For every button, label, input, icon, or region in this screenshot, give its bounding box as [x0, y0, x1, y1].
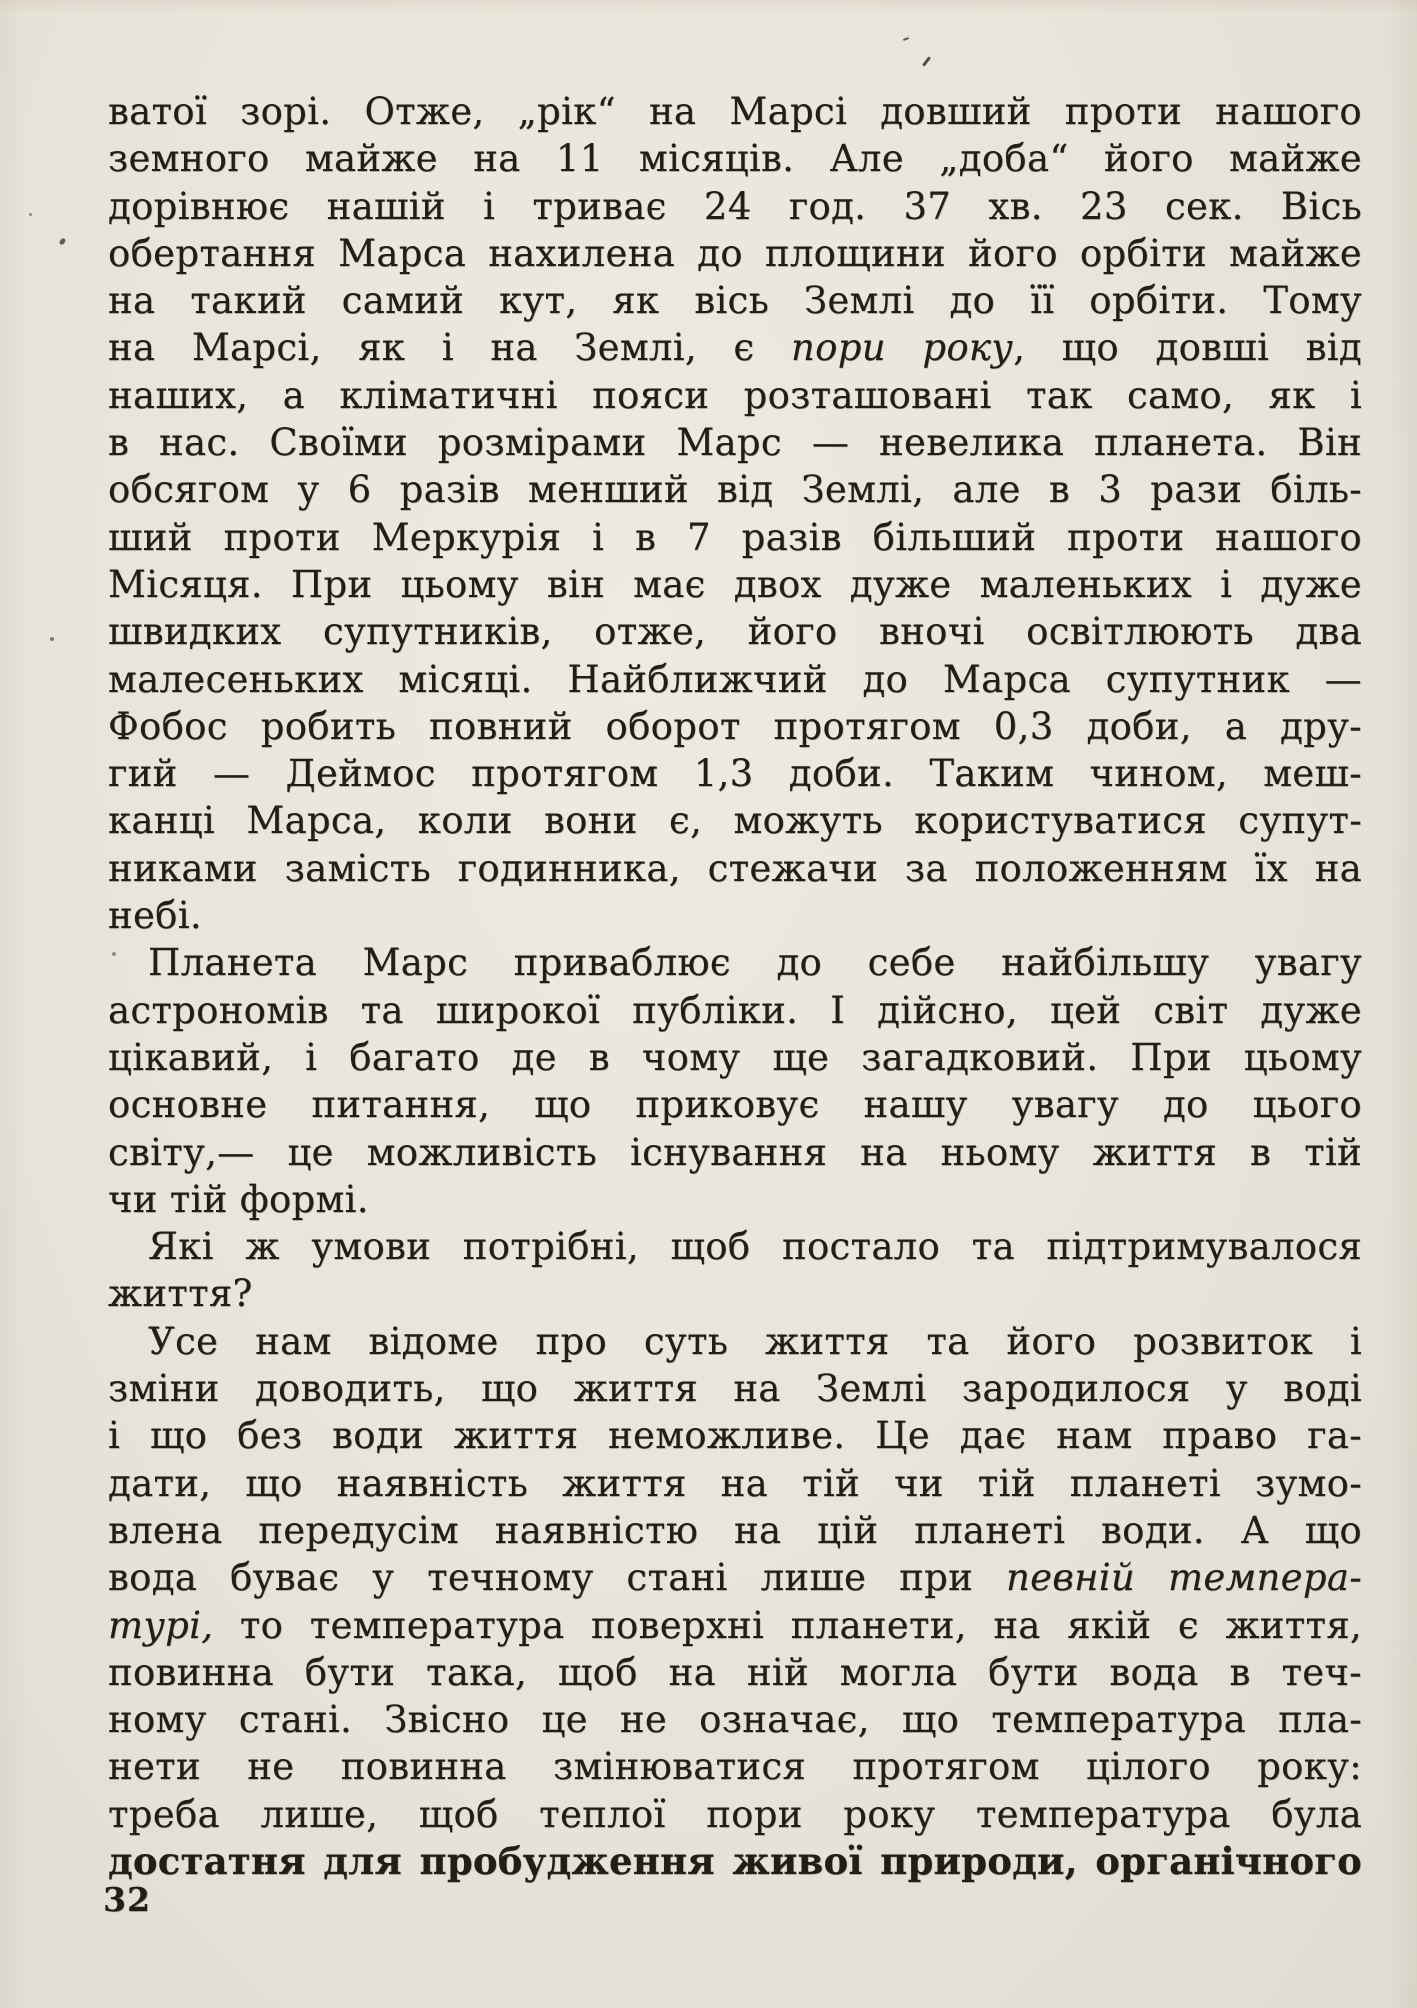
- text-segment: треба лише, щоб теплої пори року температура була: [108, 1792, 1362, 1836]
- text-line: [108, 1696, 1362, 1743]
- text-segment: вода буває у течному стані лише при: [108, 1556, 1006, 1600]
- text-segment: обсягом у 6 разів менший від Землі, але в 3 рази біль-: [108, 468, 1362, 512]
- text-line: [108, 939, 1362, 986]
- text-segment: світу,— це можливість існування на ньому життя в тій: [108, 1130, 1362, 1174]
- text-line: [108, 892, 1362, 939]
- text-segment: гий — Деймос протягом 1,3 доби. Таким чином, меш-: [108, 752, 1362, 796]
- text-line: [108, 1602, 1362, 1649]
- text-segment: цікавий, і багато де в чому ще загадковий. При цьому: [108, 1035, 1362, 1079]
- text-line: [108, 1554, 1362, 1601]
- italic-text: певній темпера-: [1005, 1556, 1363, 1600]
- text-segment: то температура поверхні планети, на якій є життя,: [213, 1603, 1362, 1647]
- text-segment: никами замість годинника, стежачи за положенням їх на: [108, 846, 1362, 890]
- text-line: [108, 230, 1362, 277]
- scan-speck: [922, 56, 931, 67]
- text-segment: Планета Марс приваблює до себе найбільшу увагу: [148, 941, 1362, 985]
- text-segment: влена передусім наявністю на цій планеті води. А що: [108, 1508, 1362, 1552]
- text-segment: основне питання, що приковує нашу увагу до цього: [108, 1083, 1362, 1127]
- text-line: [108, 1365, 1362, 1412]
- italic-text: турі,: [108, 1603, 214, 1647]
- text-line: [108, 1791, 1362, 1838]
- page-number: 32: [103, 1880, 151, 1919]
- text-segment: земного майже на 11 місяців. Але „доба“ його майже: [108, 137, 1362, 181]
- text-line: [108, 797, 1362, 844]
- text-segment: в нас. Своїми розмірами Марс — невелика планета. Він: [108, 421, 1362, 465]
- italic-text: пори року: [791, 326, 1014, 370]
- text-line: [108, 324, 1362, 371]
- text-line: [108, 750, 1362, 797]
- text-line: [108, 561, 1362, 608]
- text-line: [108, 277, 1362, 324]
- text-line: [108, 608, 1362, 655]
- text-line: [108, 987, 1362, 1034]
- text-segment: небі.: [108, 894, 202, 938]
- text-line: [108, 1270, 1362, 1317]
- text-segment: астрономів та широкої публіки. І дійсно, цей світ дуже: [108, 988, 1362, 1032]
- text-segment: швидких супутників, отже, його вночі освітлюють два: [108, 610, 1362, 654]
- text-segment: дати, що наявність життя на тій чи тій планеті зумо-: [108, 1461, 1362, 1505]
- text-segment: і що без води життя неможливе. Це дає нам право га-: [108, 1414, 1362, 1458]
- text-segment: життя?: [108, 1272, 253, 1316]
- text-segment: ному стані. Звісно це не означає, що температура пла-: [108, 1698, 1362, 1742]
- text-line: [108, 1129, 1362, 1176]
- text-segment: Фобос робить повний оборот протягом 0,3 доби, а дру-: [108, 704, 1362, 748]
- text-line: [108, 466, 1362, 513]
- text-line: [108, 372, 1362, 419]
- text-line: [108, 1034, 1362, 1081]
- text-segment: ватої зорі. Отже, „рік“ на Марсі довший проти нашого: [108, 90, 1362, 133]
- text-line: [108, 1743, 1362, 1790]
- heavy-text: достатня для пробудження живої природи, органічного: [108, 1838, 1362, 1883]
- text-line: [108, 514, 1362, 561]
- text-segment: ший проти Меркурія і в 7 разів більший проти нашого: [108, 515, 1362, 559]
- text-line: [108, 1081, 1362, 1128]
- scan-speck: [58, 237, 66, 246]
- text-line: [108, 1649, 1362, 1696]
- text-segment: Місяця. При цьому він має двох дуже маленьких і дуже: [108, 562, 1362, 606]
- text-segment: чи тій формі.: [108, 1177, 369, 1221]
- text-line: [108, 1838, 1362, 1885]
- text-line: [108, 1223, 1362, 1270]
- text-line: [108, 1176, 1362, 1223]
- text-line: [108, 135, 1362, 182]
- text-segment: повинна бути така, щоб на ній могла бути вода в теч-: [108, 1650, 1362, 1694]
- text-segment: дорівнює нашій і триває 24 год. 37 хв. 23 сек. Вісь: [108, 184, 1362, 228]
- text-block: [108, 88, 1362, 1885]
- text-segment: наших, а кліматичні пояси розташовані так само, як і: [108, 373, 1362, 417]
- text-line: [108, 656, 1362, 703]
- scan-speck: [903, 37, 909, 41]
- text-line: [108, 1507, 1362, 1554]
- text-segment: нети не повинна змінюватися протягом цілого року:: [108, 1745, 1362, 1789]
- text-line: [108, 88, 1362, 135]
- text-segment: обертання Марса нахилена до площини його орбіти майже: [108, 231, 1362, 275]
- text-segment: Які ж умови потрібні, щоб постало та підтримувалося: [148, 1225, 1362, 1269]
- text-segment: канці Марса, коли вони є, можуть користуватися супут-: [108, 799, 1362, 843]
- text-line: [108, 1460, 1362, 1507]
- text-segment: Усе нам відоме про суть життя та його розвиток і: [148, 1319, 1362, 1363]
- text-line: [108, 419, 1362, 466]
- text-segment: , що довші від: [1013, 326, 1362, 370]
- scan-speck: [50, 637, 54, 641]
- scan-speck: [29, 213, 32, 216]
- text-line: [108, 703, 1362, 750]
- text-line: [108, 1318, 1362, 1365]
- text-line: [108, 183, 1362, 230]
- text-segment: малесеньких місяці. Найближчий до Марса супутник —: [108, 657, 1362, 701]
- text-segment: на Марсі, як і на Землі, є: [108, 326, 791, 370]
- text-segment: зміни доводить, що життя на Землі зародилося у воді: [108, 1367, 1362, 1411]
- text-segment: на такий самий кут, як вісь Землі до її орбіти. Тому: [108, 279, 1362, 323]
- text-line: [108, 845, 1362, 892]
- text-line: [108, 1412, 1362, 1459]
